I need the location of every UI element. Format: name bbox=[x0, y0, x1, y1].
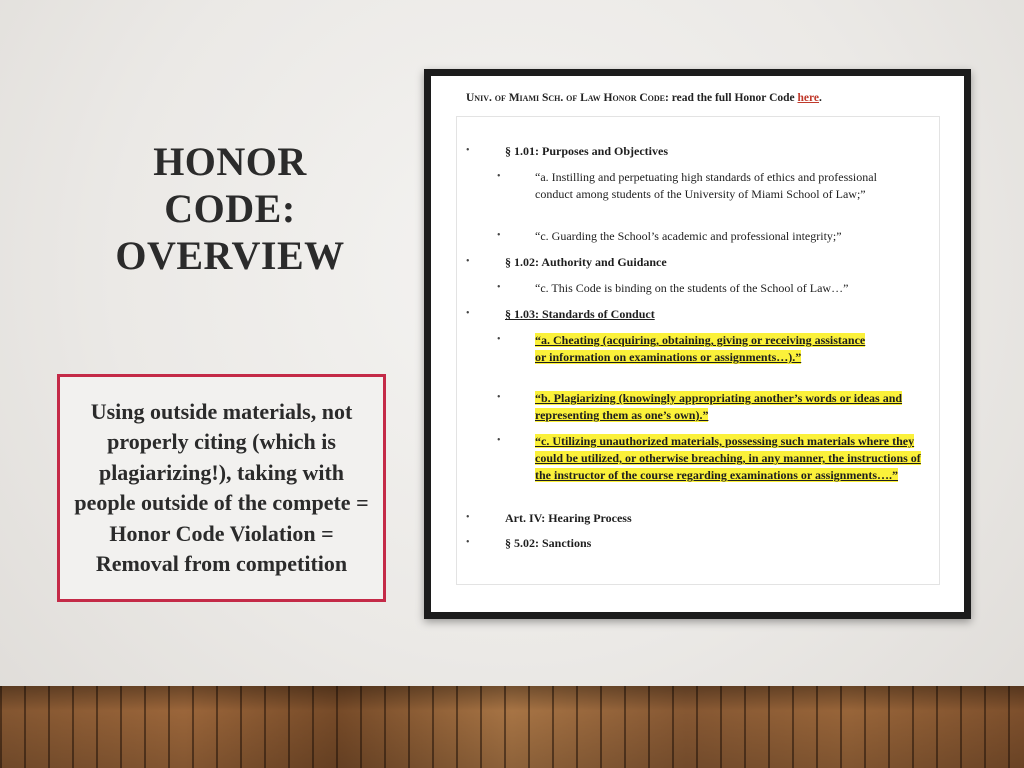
section-1-03-row bbox=[505, 306, 925, 323]
quote-1-03-b-plagiarizing: “b. Plagiarizing (knowingly appropriating another’s words or ideas and representing them as one’s own).” bbox=[535, 391, 903, 422]
article-iv: Art. IV: Hearing Process bbox=[505, 511, 632, 525]
document-page bbox=[431, 76, 964, 612]
section-1-01: § 1.01: Purposes and Objectives bbox=[505, 144, 668, 158]
violation-callout-text: Using outside materials, not properly citing (which is plagiarizing!), taking with people outside of the compete = Honor Code Violation = Removal from competition bbox=[74, 398, 369, 576]
floor-shadow bbox=[0, 686, 1024, 768]
section-1-03: § 1.03: Standards of Conduct bbox=[505, 307, 655, 321]
section-1-02: § 1.02: Authority and Guidance bbox=[505, 255, 667, 269]
bullet-icon: • bbox=[497, 282, 501, 293]
slide-title-line: OVERVIEW bbox=[115, 233, 345, 278]
bullet-icon: • bbox=[497, 392, 501, 403]
document-header bbox=[466, 92, 822, 104]
bullet-icon: • bbox=[466, 512, 470, 523]
document-body bbox=[456, 116, 940, 585]
violation-callout-box bbox=[57, 374, 386, 602]
quote-1-03-b-row bbox=[535, 390, 917, 424]
quote-1-01-c: “c. Guarding the School’s academic and professional integrity;” bbox=[535, 229, 842, 243]
bullet-icon: • bbox=[466, 256, 470, 267]
slide-title-line: HONOR bbox=[153, 139, 307, 184]
quote-1-03-c-unauthorized-materials: “c. Utilizing unauthorized materials, possessing such materials where they could be utilized, or otherwise breaching, in any manner, the instructions of the instructor of the course regarding examinations or assignments….” bbox=[535, 434, 921, 482]
quote-1-01-a: “a. Instilling and perpetuating high standards of ethics and professional conduct among students of the University of Miami School of Law;” bbox=[535, 170, 877, 201]
quote-1-03-a-row bbox=[535, 332, 875, 366]
bullet-icon: • bbox=[466, 308, 470, 319]
document-frame bbox=[424, 69, 971, 619]
honor-code-link[interactable]: here bbox=[797, 92, 820, 104]
bullet-icon: • bbox=[497, 230, 501, 241]
quote-1-03-a-cheating: “a. Cheating (acquiring, obtaining, giving or receiving assistance or information on examinations or assignments…).” bbox=[535, 333, 866, 364]
bullet-icon: • bbox=[497, 171, 501, 182]
section-5-02: § 5.02: Sanctions bbox=[505, 536, 592, 550]
slide-title-line: CODE: bbox=[164, 186, 296, 231]
document-header-title: Univ. of Miami Sch. of Law Honor Code bbox=[466, 92, 666, 104]
bullet-icon: • bbox=[497, 334, 501, 345]
bullet-icon: • bbox=[497, 435, 501, 446]
bullet-icon: • bbox=[466, 145, 470, 156]
bullet-icon: • bbox=[466, 537, 470, 548]
quote-1-03-c-row bbox=[535, 433, 930, 484]
slide-title bbox=[95, 138, 365, 279]
document-header-text: : read the full Honor Code bbox=[665, 92, 798, 104]
document-header-period: . bbox=[819, 92, 822, 104]
quote-1-02-c: “c. This Code is binding on the students of the School of Law…” bbox=[535, 281, 849, 295]
